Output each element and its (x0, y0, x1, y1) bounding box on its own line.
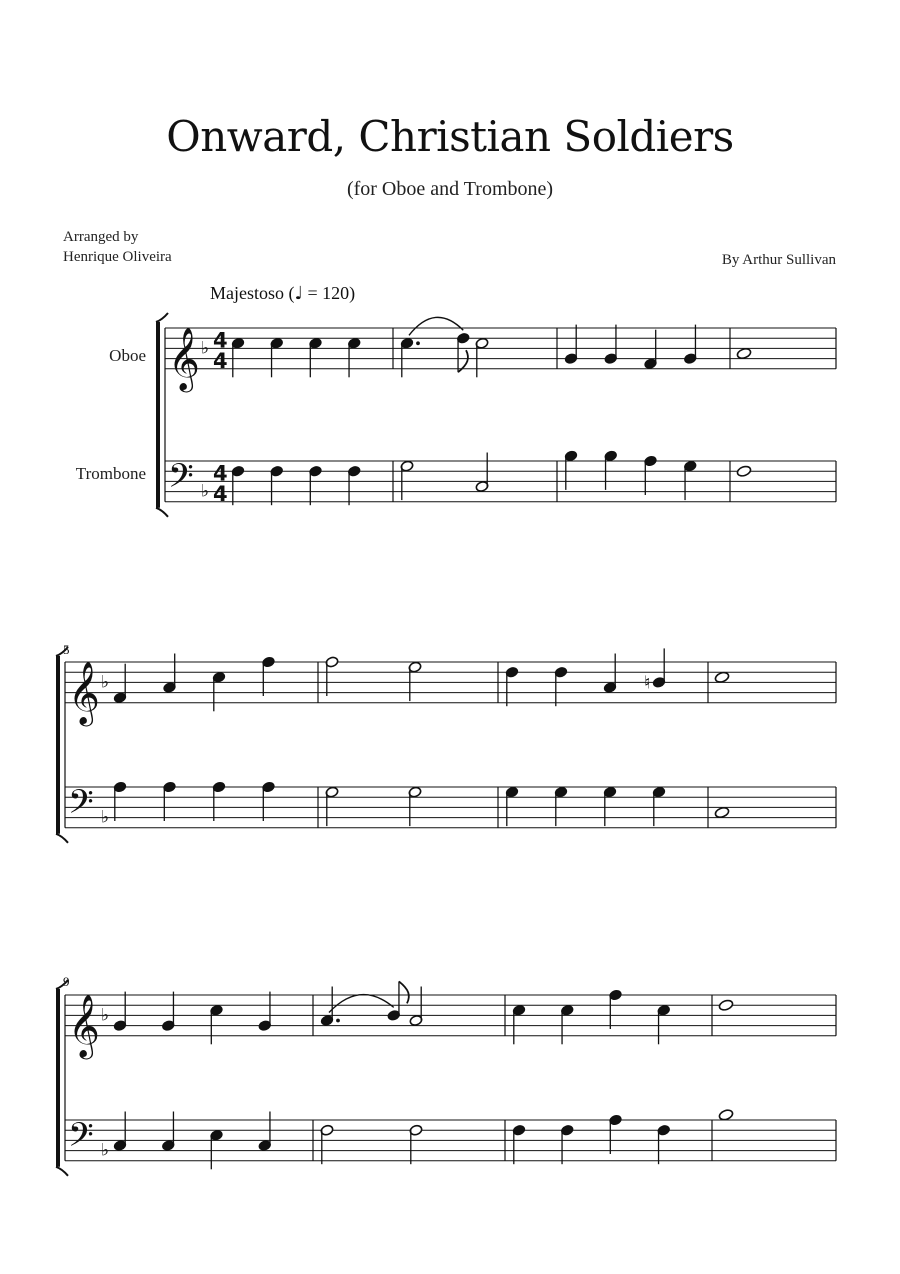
oboe-slur (329, 995, 394, 1013)
key-signature-flat-icon: ♭ (101, 672, 110, 693)
key-signature-flat-icon: ♭ (201, 338, 210, 359)
time-signature-top: 4 (213, 461, 228, 486)
key-signature-flat-icon: ♭ (101, 1005, 110, 1026)
key-signature-flat-icon: ♭ (101, 807, 110, 828)
arranger-name: Henrique Oliveira (63, 249, 172, 265)
system-bracket-top-hook (56, 647, 68, 656)
system-bracket-bottom-hook (56, 1167, 68, 1176)
measure-number-system-2: 5 (63, 642, 70, 657)
arranger-label: Arranged by (63, 229, 139, 245)
quarter-note-icon: ♩ (294, 283, 303, 304)
oboe-note-dot (336, 1019, 340, 1023)
tempo-text: Majestoso ( (210, 283, 295, 303)
instrument-label-trombone: Trombone (75, 464, 146, 483)
treble-clef-icon: 𝄞 (168, 326, 200, 390)
trombone-note-notehead (718, 1109, 734, 1122)
system-bracket-top-hook (56, 980, 68, 989)
bass-clef-icon: 𝄢 (168, 457, 194, 504)
measure-number-system-3: 9 (63, 974, 70, 989)
key-signature-flat-icon: ♭ (201, 481, 210, 502)
bass-clef-icon: 𝄢 (68, 783, 94, 830)
treble-clef-icon: 𝄞 (68, 660, 100, 724)
system-bracket-top-hook (156, 313, 168, 322)
composer-credit: By Arthur Sullivan (721, 252, 836, 268)
page-title: Onward, Christian Soldiers (166, 112, 734, 161)
oboe-note-notehead (736, 347, 752, 360)
instrument-label-oboe: Oboe (109, 346, 146, 365)
treble-clef-icon: 𝄞 (68, 993, 100, 1057)
time-signature-bottom: 4 (213, 481, 228, 506)
trombone-note-notehead (714, 806, 730, 819)
tempo-value: = 120) (303, 283, 356, 303)
oboe-note-flag (399, 981, 409, 1003)
system-bracket-bottom-hook (56, 834, 68, 843)
key-signature-flat-icon: ♭ (101, 1140, 110, 1161)
time-signature-top: 4 (213, 328, 228, 353)
oboe-note-notehead (718, 999, 734, 1012)
system-bracket-bottom-hook (156, 508, 168, 517)
trombone-note-notehead (736, 465, 752, 478)
bass-clef-icon: 𝄢 (68, 1116, 94, 1163)
oboe-note-natural-sign: ♮ (644, 672, 651, 694)
oboe-slur (409, 317, 463, 335)
time-signature-bottom: 4 (213, 348, 228, 373)
page-subtitle: (for Oboe and Trombone) (346, 178, 554, 200)
oboe-note-notehead (714, 671, 730, 684)
oboe-note-dot (416, 341, 420, 345)
